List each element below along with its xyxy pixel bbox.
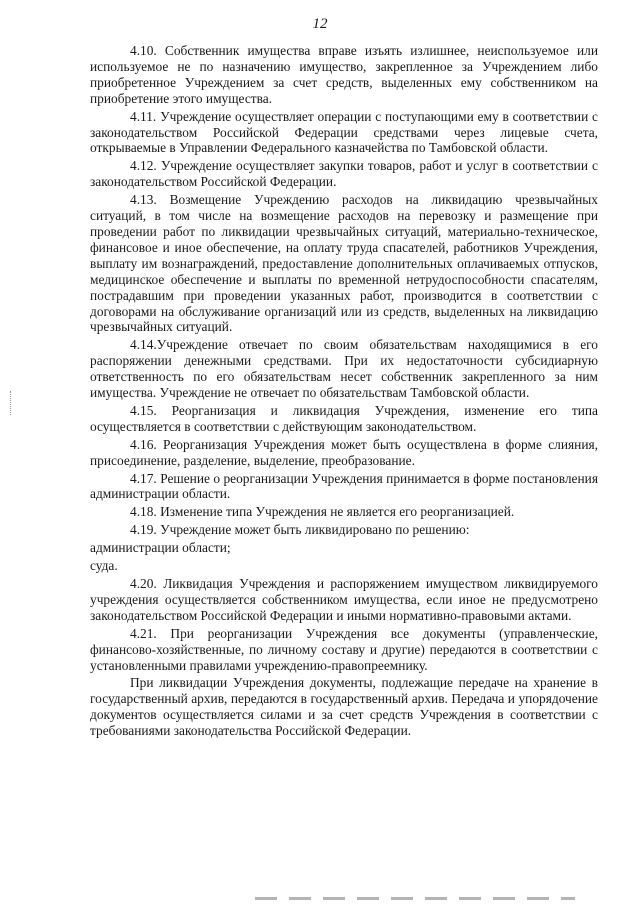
paragraph-4-15: 4.15. Реорганизация и ликвидация Учреждения, изменение его типа осуществляется в соответствии с действующим законодательством. xyxy=(90,402,598,434)
page-number: 12 xyxy=(312,16,328,32)
document-body xyxy=(90,43,598,741)
scan-artifact xyxy=(10,391,13,415)
list-item-court: суда. xyxy=(90,558,118,574)
paragraph-4-14: 4.14.Учреждение отвечает по своим обязательствам находящимися в его распоряжении денежными средствами. При их недостаточности субсидиарную ответственность по его обязательствам несет собственник закрепленного за ним имущества. Учреждение не отвечает по обязательствам Тамбовской области. xyxy=(90,337,598,401)
paragraph-4-16: 4.16. Реорганизация Учреждения может быть осуществлена в форме слияния, присоединение, разделение, выделение, преобразование. xyxy=(90,436,598,468)
list-item-administration: администрации области; xyxy=(90,540,231,556)
paragraph-4-10: 4.10. Собственник имущества вправе изъять излишнее, неиспользуемое или используемое не по назначению имущество, закрепленное за Учреждением либо приобретенное Учреждением за счет средств, выделенных ему собственником на приобретение этого имущества. xyxy=(90,43,598,106)
paragraph-4-13: 4.13. Возмещение Учреждению расходов на ликвидацию чрезвычайных ситуаций, в том числе на возмещение расходов на перевозку и размещение при проведении работ по ликвидации чрезвычайных ситуаций, материально-техническое, финансовое и иное обеспечение, на оплату труда спасателей, работников Учреждения, выплату им вознаграждений, предоставление дополнительных оплачиваемых отпусков, медицинское обеспечение и выплаты по временной нетрудоспособности спасателям, пострадавшим при проведении указанных работ, производится в соответствии с договорами на обслуживание организаций или из средств, выделенных на ликвидацию чрезвычайных ситуаций. xyxy=(90,192,598,335)
paragraph-4-20: 4.20. Ликвидация Учреждения и распоряжением имуществом ликвидируемого учреждения осуществляется собственником имущества, если иное не предусмотрено законодательством Российской Федерации и иными нормативно-правовыми актами. xyxy=(90,576,598,623)
paragraph-4-12: 4.12. Учреждение осуществляет закупки товаров, работ и услуг в соответствии с законодательством Российской Федерации. xyxy=(90,158,598,190)
paragraph-4-19: 4.19. Учреждение может быть ликвидировано по решению: xyxy=(130,522,470,538)
paragraph-4-11: 4.11. Учреждение осуществляет операции с поступающими ему в соответствии с законодательством Российской Федерации средствами через лицевые счета, открываемые в Управлении Федерального казначейства по Тамбовской области. xyxy=(90,108,598,156)
paragraph-4-21: 4.21. При реорганизации Учреждения все документы (управленческие, финансово-хозяйственные, по личному составу и другие) передаются в соответствии с установленными правилами учреждению-правопреемнику. xyxy=(90,625,598,673)
paragraph-liquidation-documents: При ликвидации Учреждения документы, подлежащие передаче на хранение в государственный архив, передаются в государственный архив. Передача и упорядочение документов осуществляется силами и за счет средств Учреждения в соответствии с требованиями законодательства Российской Федерации. xyxy=(90,675,598,739)
scan-artifact-bottom xyxy=(255,897,575,900)
paragraph-4-17: 4.17. Решение о реорганизации Учреждения принимается в форме постановления администрации области. xyxy=(90,470,598,502)
paragraph-4-18: 4.18. Изменение типа Учреждения не является его реорганизацией. xyxy=(130,504,515,520)
